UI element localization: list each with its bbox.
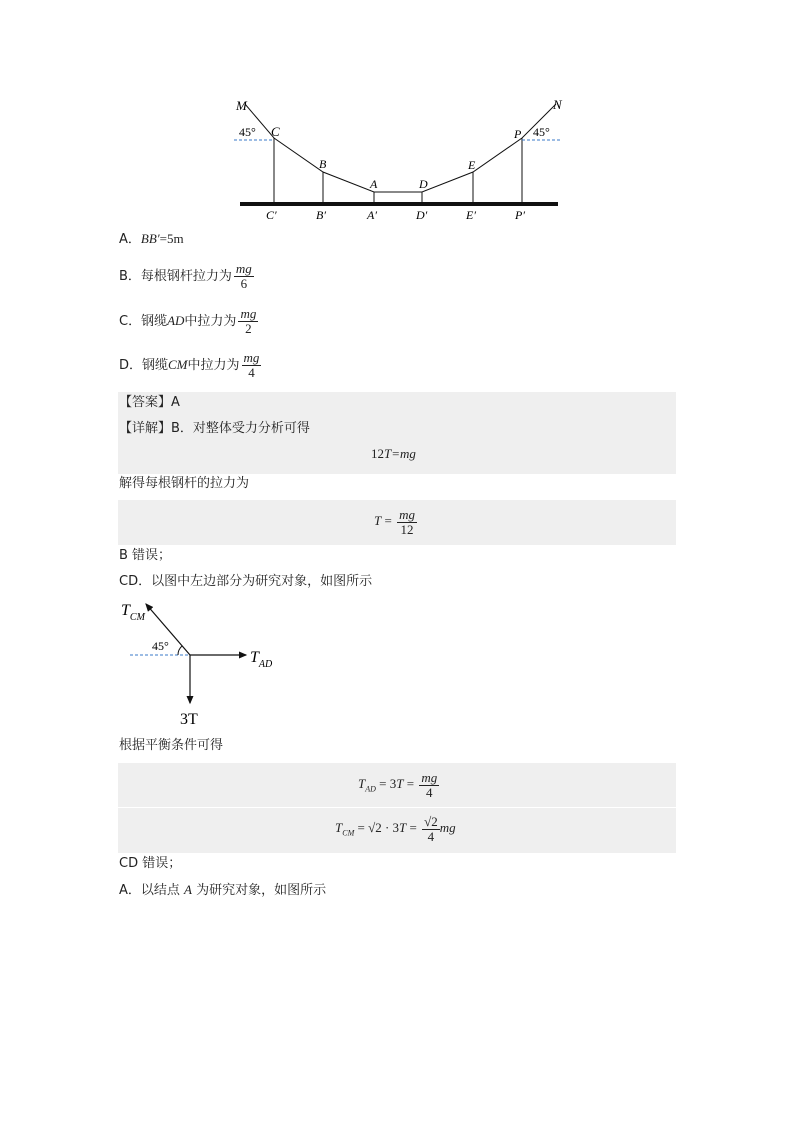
ground-beam [240,202,558,206]
label-B: B [319,157,327,171]
cd-intro: CD．以图中左边部分为研究对象，如图所示 [119,574,373,589]
label-Bprime: B′ [316,208,326,222]
fraction: $\frac{mg}{4}$ [243,350,260,380]
force-diagram [118,596,288,732]
angle-left: 45° [239,125,256,139]
equation-tad: $T_{AD} = 3T$ = $\frac{mg}{4}$ [358,769,438,800]
label-angle: 45° [152,639,169,653]
label-Eprime: E′ [466,208,476,222]
label-Cprime: C′ [266,208,277,222]
cd-wrong: CD 错误； [119,856,182,871]
answer-line: 【答案】A [119,395,180,410]
option-a: A．BB′=5m [119,231,184,247]
label-3t: 3T [180,711,198,728]
label-Aprime: A′ [367,208,377,222]
option-c: C．钢缆AD中拉力为 $\frac{mg}{2}$ [119,306,257,336]
label-D: D [419,177,428,191]
label-P: P [514,127,522,141]
label-E: E [468,158,476,172]
bridge-figure [228,94,578,226]
label-tcm: $T_{CM}$ [121,602,145,623]
equation-12T: 12T=mg [371,446,416,461]
option-b: B．每根钢杆拉力为 $\frac{mg}{6}$ [119,261,252,291]
label-Pprime: P′ [515,208,525,222]
detail-line: 【详解】B．对整体受力分析可得 [119,421,310,436]
fraction: $\frac{mg}{6}$ [235,261,252,291]
balance-line: 根据平衡条件可得 [119,738,224,753]
option-d: D．钢缆CM中拉力为 $\frac{mg}{4}$ [119,350,260,380]
label-C: C [271,124,280,139]
label-Dprime: D′ [416,208,428,222]
equation-tcm: $T_{CM} = √2 \cdot 3T$ = $\frac{√2}{4}$ mg [335,813,456,844]
label-M: M [236,98,247,113]
equation-T: T = $\frac{mg}{12}$ [374,506,415,537]
solve-line: 解得每根钢杆的拉力为 [119,476,250,491]
fraction: $\frac{mg}{12}$ [399,506,415,537]
angle-right: 45° [533,125,550,139]
fraction: $\frac{√2}{4}$ [424,813,438,844]
cable [245,104,556,192]
b-wrong: B 错误； [119,548,172,563]
label-A: A [370,177,378,191]
label-N: N [553,97,562,112]
fraction: $\frac{mg}{4}$ [421,769,438,800]
fraction: $\frac{mg}{2}$ [240,306,257,336]
a-intro: A．以结点 A 为研究对象，如图所示 [119,882,327,898]
angle-arc [178,646,182,655]
label-tad: $T_{AD}$ [250,649,273,670]
